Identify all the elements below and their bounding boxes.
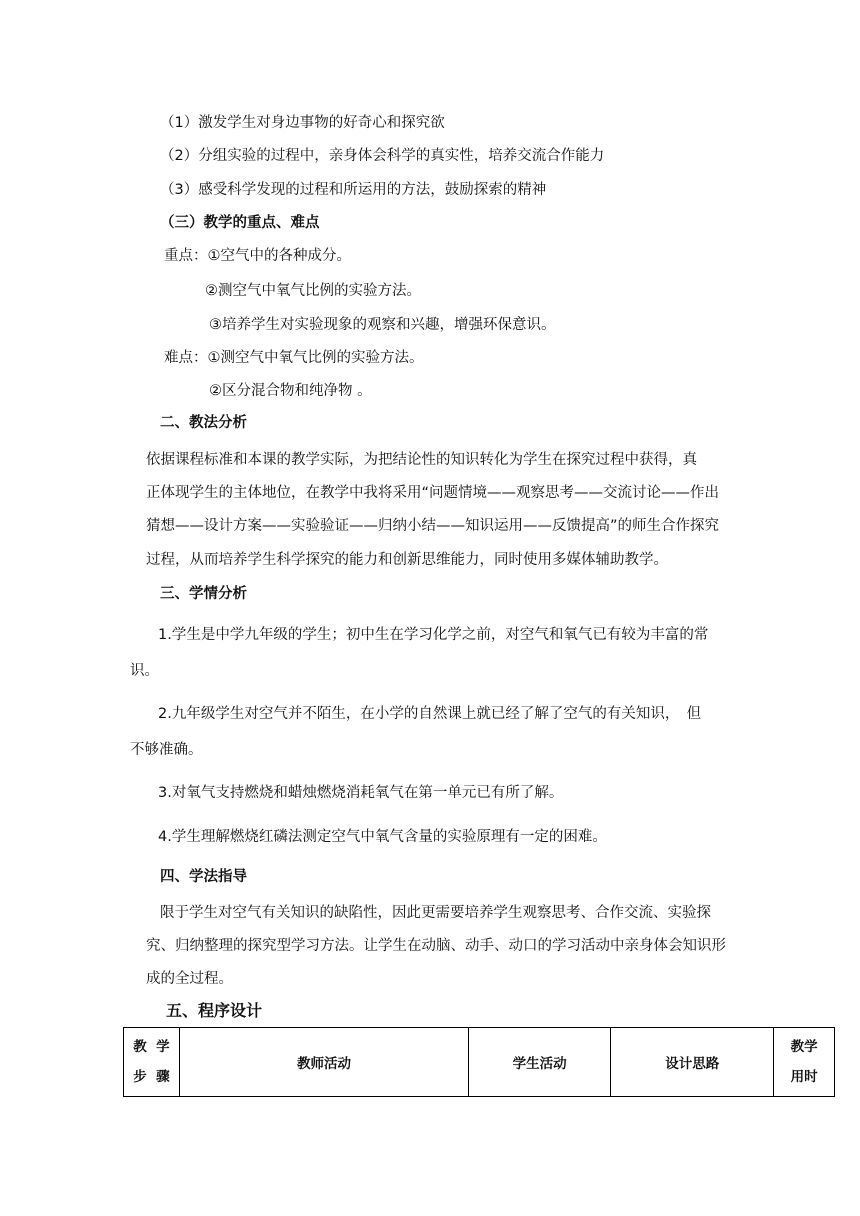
- learner-item-1: 1.学生是中学九年级的学生；初中生在学习化学之前，对空气和氧气已有较为丰富的常: [158, 627, 709, 643]
- key-point-3: ③培养学生对实验现象的观察和兴趣，增强环保意识。: [209, 317, 556, 333]
- header-time: [774, 1028, 835, 1097]
- study-heading: 四、学法指导: [160, 869, 247, 885]
- header-time-line2: 用时: [790, 1069, 818, 1085]
- header-time-line1: 教学: [790, 1039, 818, 1055]
- header-student: 学生活动: [469, 1028, 611, 1097]
- program-heading: 五、程序设计: [166, 1001, 263, 1020]
- learner-heading: 三、学情分析: [160, 586, 247, 602]
- header-teacher: 教师活动: [179, 1028, 468, 1097]
- learner-item-1-cont: 识。: [130, 663, 159, 679]
- method-line-2: 正体现学生的主体地位，在教学中我将采用“问题情境——观察思考——交流讨论——作出: [146, 485, 720, 501]
- key-point-1: 重点：①空气中的各种成分。: [164, 248, 351, 264]
- learner-item-2: 2.九年级学生对空气并不陌生，在小学的自然课上就已经了解了空气的有关知识， 但: [158, 706, 702, 722]
- header-step-line1: 教 学: [133, 1039, 170, 1055]
- difficult-point-1: 难点：①测空气中氧气比例的实验方法。: [164, 350, 424, 366]
- goal-1: （1）激发学生对身边事物的好奇心和探究欲: [160, 115, 445, 131]
- header-design: 设计思路: [611, 1028, 774, 1097]
- header-step-line2: 步 骤: [133, 1069, 170, 1085]
- program-table: [123, 1027, 835, 1097]
- goal-2: （2）分组实验的过程中，亲身体会科学的真实性，培养交流合作能力: [160, 148, 605, 164]
- method-line-3: 猜想——设计方案——实验验证——归纳小结——知识运用——反馈提高”的师生合作探究: [146, 518, 720, 534]
- study-line-2: 究、归纳整理的探究型学习方法。让学生在动脑、动手、动口的学习活动中亲身体会知识形: [146, 938, 726, 954]
- header-step: [124, 1028, 180, 1097]
- goal-3: （3）感受科学发现的过程和所运用的方法，鼓励探索的精神: [160, 182, 547, 198]
- learner-item-2-cont: 不够准确。: [130, 742, 203, 758]
- section3-heading: （三）教学的重点、难点: [160, 215, 320, 231]
- study-line-1: 限于学生对空气有关知识的缺陷性，因此更需要培养学生观察思考、合作交流、实验探: [160, 905, 711, 921]
- difficult-point-2: ②区分混合物和纯净物 。: [209, 383, 372, 399]
- method-line-4: 过程，从而培养学生科学探究的能力和创新思维能力，同时使用多媒体辅助教学。: [146, 552, 668, 568]
- table-header-row: [124, 1028, 835, 1097]
- study-line-3: 成的全过程。: [146, 971, 233, 987]
- method-heading: 二、教法分析: [160, 415, 247, 431]
- method-line-1: 依据课程标准和本课的教学实际，为把结论性的知识转化为学生在探究过程中获得，真: [146, 452, 697, 468]
- learner-item-4: 4.学生理解燃烧红磷法测定空气中氧气含量的实验原理有一定的困难。: [158, 829, 607, 845]
- key-point-2: ②测空气中氧气比例的实验方法。: [205, 283, 421, 299]
- learner-item-3: 3.对氧气支持燃烧和蜡烛燃烧消耗氧气在第一单元已有所了解。: [158, 785, 564, 801]
